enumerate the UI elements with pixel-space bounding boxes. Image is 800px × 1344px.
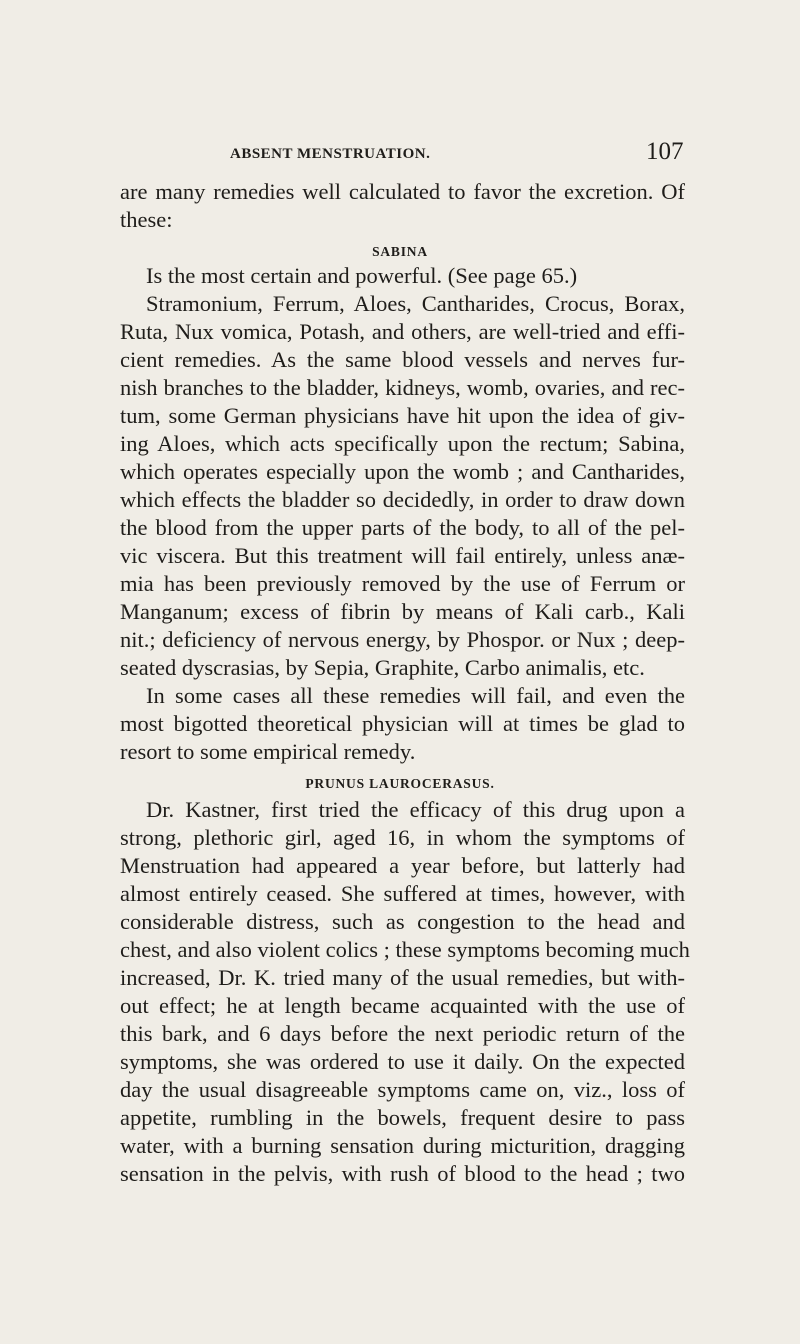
text-line: symptoms, she was ordered to use it daily. On the expected xyxy=(120,1049,685,1074)
text-line: ing Aloes, which acts specifically upon the rectum; Sabina, xyxy=(120,431,685,456)
text-line: chest, and also violent colics ; these symptoms becoming much xyxy=(120,937,690,962)
text-line: In some cases all these remedies will fail, and even the xyxy=(146,683,685,708)
text-line: Is the most certain and powerful. (See page 65.) xyxy=(146,263,578,288)
text-line: almost entirely ceased. She suffered at times, however, with xyxy=(120,881,685,906)
text-line: seated dyscrasias, by Sepia, Graphite, Carbo animalis, etc. xyxy=(120,655,645,680)
text-line: Manganum; excess of fibrin by means of Kali carb., Kali xyxy=(120,599,685,624)
text-line: water, with a burning sensation during micturition, dragging xyxy=(120,1133,685,1158)
text-line: these: xyxy=(120,207,173,232)
text-line: Menstruation had appeared a year before, but latterly had xyxy=(120,853,685,878)
text-line: sensation in the pelvis, with rush of blood to the head ; two xyxy=(120,1161,685,1186)
text-line: which operates especially upon the womb ; and Cantharides, xyxy=(120,459,685,484)
text-line: nish branches to the bladder, kidneys, womb, ovaries, and rec- xyxy=(120,375,685,400)
text-line: vic viscera. But this treatment will fail entirely, unless anæ- xyxy=(120,543,685,568)
text-line: mia has been previously removed by the use of Ferrum or xyxy=(120,571,685,596)
text-line: tum, some German physicians have hit upon the idea of giv- xyxy=(120,403,685,428)
page-number: 107 xyxy=(646,138,684,165)
text-line: day the usual disagreeable symptoms came on, viz., loss of xyxy=(120,1077,685,1102)
text-line: this bark, and 6 days before the next periodic return of the xyxy=(120,1021,685,1046)
text-line: strong, plethoric girl, aged 16, in whom the symptoms of xyxy=(120,825,685,850)
text-line: cient remedies. As the same blood vessels and nerves fur- xyxy=(120,347,685,372)
text-line: increased, Dr. K. tried many of the usual remedies, but with- xyxy=(120,965,685,990)
text-line: appetite, rumbling in the bowels, frequent desire to pass xyxy=(120,1105,685,1130)
text-line: Dr. Kastner, first tried the efficacy of this drug upon a xyxy=(146,797,685,822)
text-line: resort to some empirical remedy. xyxy=(120,739,416,764)
running-head: ABSENT MENSTRUATION. xyxy=(230,146,431,162)
section-heading-prunus: PRUNUS LAUROCERASUS. xyxy=(305,776,495,791)
text-line: Ruta, Nux vomica, Potash, and others, are well-tried and effi- xyxy=(120,319,685,344)
text-line: which effects the bladder so decidedly, in order to draw down xyxy=(120,487,685,512)
text-line: most bigotted theoretical physician will at times be glad to xyxy=(120,711,685,736)
section-heading-sabina: SABINA xyxy=(372,244,428,259)
text-line: are many remedies well calculated to favor the excretion. Of xyxy=(120,179,685,204)
text-line: Stramonium, Ferrum, Aloes, Cantharides, Crocus, Borax, xyxy=(146,291,685,316)
text-line: the blood from the upper parts of the body, to all of the pel- xyxy=(120,515,685,540)
text-line: considerable distress, such as congestion to the head and xyxy=(120,909,685,934)
text-line: out effect; he at length became acquainted with the use of xyxy=(120,993,685,1018)
text-line: nit.; deficiency of nervous energy, by Phospor. or Nux ; deep- xyxy=(120,627,685,652)
